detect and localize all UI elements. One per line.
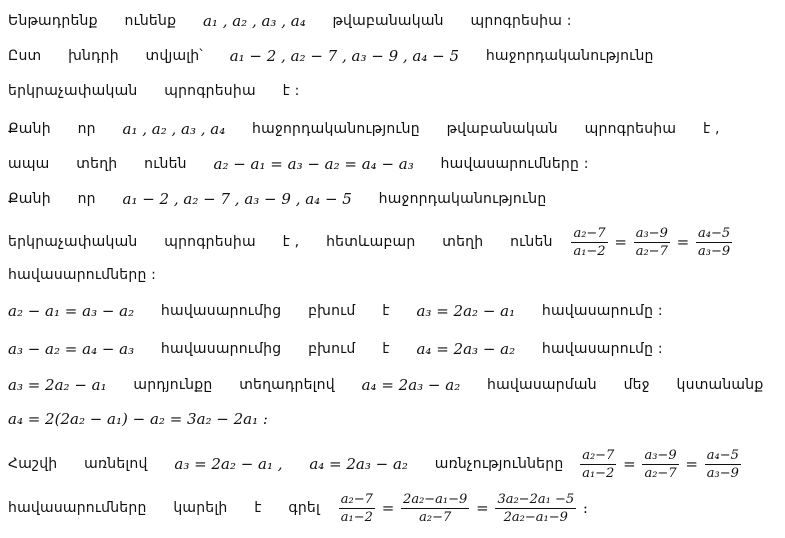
word: ունեն	[510, 234, 553, 250]
equals-sign: =	[476, 499, 489, 517]
text-line-13	[8, 444, 741, 483]
equals-sign: =	[685, 455, 698, 473]
word: պրոգրեսիա	[584, 121, 677, 137]
fraction	[642, 447, 678, 482]
word: հաջորդականությունը	[378, 191, 547, 207]
math-expression: a₃ = 2a₂ − a₁	[416, 302, 516, 320]
math-expression: a₄ = 2a₃ − a₂	[309, 455, 408, 473]
math-expression: a₄ = 2a₃ − a₂	[361, 376, 461, 394]
fraction-numerator: 2a₂−a₁−9	[403, 491, 468, 507]
word: արդյունքը	[133, 377, 213, 393]
word: ունեն	[144, 156, 187, 172]
math-expression: a₄ = 2(2a₂ − a₁) − a₂ = 3a₂ − 2a₁ :	[8, 410, 268, 428]
text-line-7	[8, 222, 732, 261]
fraction	[571, 225, 607, 260]
text-line-11	[8, 374, 785, 395]
word: առնչությունները	[434, 456, 564, 472]
equals-sign: =	[623, 455, 636, 473]
fraction-numerator: a₄−5	[706, 447, 739, 463]
word: տեղի	[76, 156, 118, 172]
fraction	[580, 447, 616, 482]
word: տեղադրելով	[239, 377, 335, 393]
word: է ,	[282, 234, 300, 250]
word: ապա	[8, 156, 50, 172]
fraction	[339, 491, 375, 526]
fraction	[634, 225, 670, 260]
word: է ,	[702, 121, 720, 137]
word: Քանի	[8, 121, 51, 137]
fraction-numerator: a₃−9	[635, 225, 668, 241]
word: հավասարումները	[8, 500, 147, 516]
text-line-4	[8, 118, 742, 139]
word: հավասարումները :	[440, 156, 589, 172]
text-line-2	[8, 45, 676, 66]
fraction	[401, 491, 469, 526]
fraction-denominator: a₁−2	[573, 243, 606, 259]
word: է :	[282, 83, 300, 99]
word: հավասարումը :	[541, 303, 663, 319]
fraction-numerator: a₄−5	[698, 225, 731, 241]
equals-sign: =	[614, 233, 627, 251]
word: թվաբանական	[446, 121, 558, 137]
word: կստանանք	[676, 377, 764, 393]
math-expression: a₂ − a₁ = a₃ − a₂ = a₄ − a₃	[213, 155, 414, 173]
word: հետևաբար	[326, 234, 416, 250]
fraction-denominator: a₂−7	[635, 243, 668, 259]
fraction-denominator: a₁−2	[340, 509, 373, 525]
fraction-denominator: a₂−7	[419, 509, 452, 525]
word: տեղի	[442, 234, 484, 250]
word: խնդրի	[68, 48, 119, 64]
word: առնելով	[84, 456, 148, 472]
fraction-numerator: a₂−7	[582, 447, 615, 463]
word: հաջորդականությունը	[252, 121, 420, 137]
word: որ	[77, 191, 96, 207]
math-expression: a₁ − 2 , a₂ − 7 , a₃ − 9 , a₄ − 5	[229, 47, 460, 65]
word: բխում	[308, 341, 356, 357]
word: հաջորդականությունը	[485, 48, 654, 64]
word: գրել	[288, 500, 320, 516]
math-expression: a₁ , a₂ , a₃ , a₄	[202, 12, 306, 30]
word: հավասարումից	[160, 341, 282, 357]
word: է	[382, 341, 390, 357]
text-line-1	[8, 10, 594, 31]
fraction-denominator: 2a₂−a₁−9	[503, 509, 568, 525]
text-line-9	[8, 300, 685, 321]
word: մեջ	[623, 377, 650, 393]
word: հավասարման	[487, 377, 597, 393]
word: Ենթադրենք	[8, 13, 98, 29]
word: հավասարումից	[160, 303, 282, 319]
equals-sign: =	[676, 233, 690, 251]
fraction	[696, 225, 732, 260]
word: է	[382, 303, 390, 319]
word: կարելի	[173, 500, 228, 516]
math-expression: a₃ = 2a₂ − a₁	[8, 376, 107, 394]
math-expression: a₄ = 2a₃ − a₂	[416, 340, 516, 358]
word: Ըստ	[8, 48, 42, 64]
text-line-12	[8, 408, 290, 429]
math-expression: a₂ − a₁ = a₃ − a₂	[8, 302, 135, 320]
text-line-6	[8, 188, 568, 209]
equals-sign: =	[381, 499, 395, 517]
word: Քանի	[8, 191, 51, 207]
text-line-14	[8, 488, 590, 527]
math-expression: a₃ = 2a₂ − a₁ ,	[174, 455, 283, 473]
word: պրոգրեսիա	[164, 234, 256, 250]
text-line-10	[8, 338, 685, 359]
word: պրոգրեսիա	[164, 83, 256, 99]
end-punctuation: :	[582, 499, 588, 517]
word: պրոգրեսիա :	[470, 13, 572, 29]
fraction-denominator: a₃−9	[706, 465, 739, 481]
fraction-numerator: a₃−9	[644, 447, 677, 463]
word: երկրաչափական	[8, 234, 138, 250]
fraction-numerator: a₂−7	[573, 225, 606, 241]
fraction-denominator: a₂−7	[644, 465, 677, 481]
word: տվյալի՝	[145, 48, 203, 64]
text-line-8	[8, 264, 178, 285]
word: ունենք	[124, 13, 177, 29]
fraction	[705, 447, 741, 482]
fraction-numerator: a₂−7	[340, 491, 373, 507]
word: բխում	[308, 303, 356, 319]
math-expression: a₁ − 2 , a₂ − 7 , a₃ − 9 , a₄ − 5	[122, 190, 352, 208]
fraction	[495, 491, 576, 526]
word: է	[254, 500, 262, 516]
word: հավասարումը :	[541, 341, 663, 357]
word: որ	[77, 121, 96, 137]
fraction-numerator: 3a₂−2a₁ −5	[497, 491, 575, 507]
fraction-denominator: a₃−9	[698, 243, 731, 259]
math-expression: a₃ − a₂ = a₄ − a₃	[8, 340, 135, 358]
word: երկրաչափական	[8, 83, 138, 99]
word: հավասարումները :	[8, 267, 157, 283]
word: թվաբանական	[332, 13, 444, 29]
math-expression: a₁ , a₂ , a₃ , a₄	[122, 120, 226, 138]
fraction-denominator: a₁−2	[582, 465, 615, 481]
text-line-3	[8, 80, 322, 101]
text-line-5	[8, 153, 611, 174]
word: Հաշվի	[8, 456, 58, 472]
